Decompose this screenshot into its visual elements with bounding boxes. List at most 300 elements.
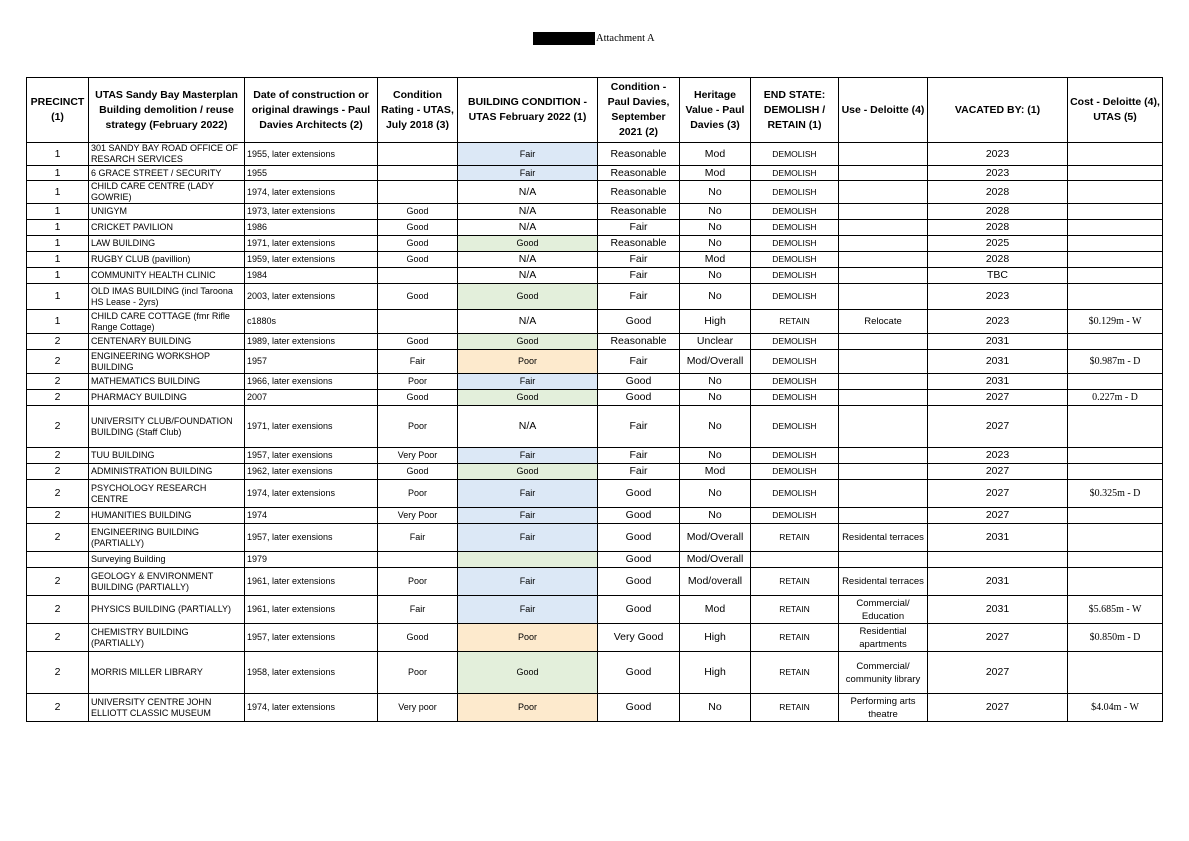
building-name-cell: CRICKET PAVILION [89,220,245,236]
end-state-cell: DEMOLISH [751,252,839,268]
cost-cell: $4.04m - W [1068,694,1163,722]
heritage-value-cell: High [680,310,751,334]
heritage-value-cell: No [680,268,751,284]
precinct-cell: 1 [27,252,89,268]
condition-paul-davies-cell: Fair [598,268,680,284]
heritage-value-cell: No [680,448,751,464]
table-row [27,310,1163,334]
construction-date-cell: 2007 [245,390,378,406]
heritage-value-cell: No [680,181,751,204]
precinct-cell: 2 [27,694,89,722]
end-state-cell: DEMOLISH [751,448,839,464]
cost-cell [1068,406,1163,448]
heritage-value-cell: No [680,374,751,390]
vacated-by-cell: 2027 [928,508,1068,524]
end-state-cell: RETAIN [751,310,839,334]
use-cell [839,236,928,252]
use-cell [839,508,928,524]
col-building: UTAS Sandy Bay Masterplan Building demolition / reuse strategy (February 2022) [89,78,245,143]
table-row [27,390,1163,406]
building-name-cell: UNIVERSITY CENTRE JOHN ELLIOTT CLASSIC MUSEUM [89,694,245,722]
use-cell: Commercial/ community library [839,652,928,694]
heritage-value-cell: High [680,624,751,652]
building-name-cell: 6 GRACE STREET / SECURITY [89,166,245,181]
condition-paul-davies-cell: Good [598,390,680,406]
precinct-cell: 1 [27,310,89,334]
condition-2018-cell: Good [378,464,458,480]
condition-paul-davies-cell: Reasonable [598,334,680,350]
building-condition-cell: Good [458,236,598,252]
precinct-cell: 1 [27,284,89,310]
construction-date-cell: 1955, later extensions [245,143,378,166]
condition-2018-cell: Good [378,252,458,268]
building-condition-cell: Fair [458,166,598,181]
heritage-value-cell: Mod/Overall [680,350,751,374]
construction-date-cell: 1959, later extensions [245,252,378,268]
heritage-value-cell: High [680,652,751,694]
heritage-value-cell: Mod/overall [680,568,751,596]
vacated-by-cell: 2031 [928,350,1068,374]
cost-cell [1068,448,1163,464]
redaction-block [533,32,595,45]
building-name-cell: Surveying Building [89,552,245,568]
use-cell [839,166,928,181]
table-row [27,406,1163,448]
cost-cell [1068,252,1163,268]
condition-paul-davies-cell: Good [598,524,680,552]
condition-2018-cell: Good [378,334,458,350]
condition-2018-cell: Fair [378,524,458,552]
construction-date-cell: 1974, later extensions [245,694,378,722]
condition-paul-davies-cell: Reasonable [598,204,680,220]
table-row [27,181,1163,204]
vacated-by-cell: TBC [928,268,1068,284]
heritage-value-cell: Mod/Overall [680,552,751,568]
building-name-cell: ENGINEERING WORKSHOP BUILDING [89,350,245,374]
building-condition-cell: Good [458,652,598,694]
heritage-value-cell: Mod [680,143,751,166]
building-name-cell: HUMANITIES BUILDING [89,508,245,524]
end-state-cell: RETAIN [751,624,839,652]
building-condition-cell: Good [458,334,598,350]
vacated-by-cell: 2031 [928,374,1068,390]
condition-2018-cell: Poor [378,480,458,508]
heritage-value-cell: No [680,204,751,220]
vacated-by-cell: 2027 [928,480,1068,508]
end-state-cell: DEMOLISH [751,464,839,480]
table-row [27,143,1163,166]
cost-cell [1068,552,1163,568]
condition-paul-davies-cell: Fair [598,350,680,374]
condition-paul-davies-cell: Reasonable [598,236,680,252]
end-state-cell: RETAIN [751,694,839,722]
precinct-cell: 2 [27,524,89,552]
end-state-cell: DEMOLISH [751,166,839,181]
table-row [27,334,1163,350]
building-name-cell: PHARMACY BUILDING [89,390,245,406]
use-cell: Commercial/ Education [839,596,928,624]
precinct-cell: 1 [27,166,89,181]
cost-cell [1068,236,1163,252]
condition-paul-davies-cell: Reasonable [598,143,680,166]
condition-paul-davies-cell: Good [598,552,680,568]
use-cell [839,390,928,406]
use-cell [839,284,928,310]
table-row [27,350,1163,374]
table-row [27,374,1163,390]
vacated-by-cell: 2023 [928,166,1068,181]
building-name-cell: LAW BUILDING [89,236,245,252]
use-cell [839,220,928,236]
heritage-value-cell: No [680,390,751,406]
vacated-by-cell: 2023 [928,143,1068,166]
table-row [27,624,1163,652]
condition-2018-cell: Good [378,204,458,220]
building-condition-cell: Fair [458,143,598,166]
heritage-value-cell: No [680,220,751,236]
precinct-cell: 2 [27,374,89,390]
vacated-by-cell: 2028 [928,204,1068,220]
col-building-condition-2022: BUILDING CONDITION - UTAS February 2022 (1) [458,78,598,143]
condition-paul-davies-cell: Reasonable [598,181,680,204]
condition-paul-davies-cell: Good [598,652,680,694]
condition-2018-cell [378,166,458,181]
condition-paul-davies-cell: Very Good [598,624,680,652]
condition-paul-davies-cell: Good [598,508,680,524]
cost-cell [1068,268,1163,284]
end-state-cell: DEMOLISH [751,350,839,374]
use-cell [839,268,928,284]
building-condition-cell: N/A [458,310,598,334]
construction-date-cell: 1971, later exensions [245,406,378,448]
building-condition-cell: N/A [458,181,598,204]
cost-cell: $0.325m - D [1068,480,1163,508]
condition-paul-davies-cell: Good [598,480,680,508]
col-end-state: END STATE: DEMOLISH / RETAIN (1) [751,78,839,143]
vacated-by-cell: 2027 [928,624,1068,652]
building-condition-cell: Good [458,464,598,480]
condition-2018-cell: Poor [378,568,458,596]
cost-cell [1068,204,1163,220]
heritage-value-cell: Mod [680,596,751,624]
table-row [27,596,1163,624]
table-row [27,508,1163,524]
heritage-value-cell: No [680,480,751,508]
cost-cell [1068,181,1163,204]
cost-cell [1068,652,1163,694]
heritage-value-cell: Mod/Overall [680,524,751,552]
col-construction-date: Date of construction or original drawings - Paul Davies Architects (2) [245,78,378,143]
building-condition-cell: Good [458,284,598,310]
construction-date-cell: 2003, later extensions [245,284,378,310]
construction-date-cell: 1957, later extensions [245,624,378,652]
end-state-cell: DEMOLISH [751,480,839,508]
end-state-cell: DEMOLISH [751,406,839,448]
cost-cell [1068,166,1163,181]
construction-date-cell: 1973, later extensions [245,204,378,220]
building-condition-cell: Fair [458,448,598,464]
use-cell [839,204,928,220]
col-vacated-by: VACATED BY: (1) [928,78,1068,143]
precinct-cell: 2 [27,508,89,524]
end-state-cell: DEMOLISH [751,181,839,204]
precinct-cell: 1 [27,236,89,252]
building-condition-cell: Good [458,390,598,406]
building-condition-cell: Fair [458,508,598,524]
construction-date-cell: 1961, later extensions [245,596,378,624]
building-name-cell: UNIVERSITY CLUB/FOUNDATION BUILDING (Staff Club) [89,406,245,448]
condition-2018-cell: Very poor [378,694,458,722]
table-row [27,568,1163,596]
precinct-cell: 2 [27,390,89,406]
table-row [27,464,1163,480]
precinct-cell: 2 [27,334,89,350]
condition-2018-cell: Fair [378,596,458,624]
building-condition-cell: Poor [458,694,598,722]
end-state-cell: DEMOLISH [751,143,839,166]
heritage-value-cell: No [680,406,751,448]
construction-date-cell: 1974, later extensions [245,181,378,204]
use-cell [839,181,928,204]
col-condition-2018: Condition Rating - UTAS, July 2018 (3) [378,78,458,143]
precinct-cell: 2 [27,568,89,596]
condition-2018-cell: Good [378,236,458,252]
end-state-cell: RETAIN [751,524,839,552]
table-row [27,204,1163,220]
heritage-value-cell: Mod [680,252,751,268]
construction-date-cell: 1957 [245,350,378,374]
document-header [0,31,1189,47]
cost-cell: $0.987m - D [1068,350,1163,374]
precinct-cell: 2 [27,652,89,694]
building-condition-cell: N/A [458,220,598,236]
condition-paul-davies-cell: Good [598,310,680,334]
end-state-cell: RETAIN [751,596,839,624]
heritage-value-cell: Mod [680,166,751,181]
vacated-by-cell: 2028 [928,181,1068,204]
cost-cell: $5.685m - W [1068,596,1163,624]
condition-2018-cell: Very Poor [378,508,458,524]
construction-date-cell: 1957, later exensions [245,448,378,464]
condition-2018-cell: Good [378,624,458,652]
cost-cell: $0.129m - W [1068,310,1163,334]
vacated-by-cell: 2023 [928,310,1068,334]
building-condition-cell: Fair [458,568,598,596]
heritage-value-cell: Unclear [680,334,751,350]
vacated-by-cell: 2025 [928,236,1068,252]
vacated-by-cell: 2031 [928,524,1068,552]
use-cell [839,374,928,390]
heritage-value-cell: No [680,236,751,252]
building-name-cell: PSYCHOLOGY RESEARCH CENTRE [89,480,245,508]
cost-cell: 0.227m - D [1068,390,1163,406]
construction-date-cell: 1974, later extensions [245,480,378,508]
end-state-cell: RETAIN [751,652,839,694]
end-state-cell: DEMOLISH [751,236,839,252]
condition-paul-davies-cell: Fair [598,284,680,310]
cost-cell: $0.850m - D [1068,624,1163,652]
building-name-cell: CENTENARY BUILDING [89,334,245,350]
building-condition-cell: N/A [458,268,598,284]
construction-date-cell: 1974 [245,508,378,524]
building-name-cell: OLD IMAS BUILDING (incl Taroona HS Lease - 2yrs) [89,284,245,310]
use-cell: Residental terraces [839,568,928,596]
vacated-by-cell: 2023 [928,284,1068,310]
use-cell [839,552,928,568]
building-name-cell: TUU BUILDING [89,448,245,464]
condition-paul-davies-cell: Fair [598,220,680,236]
construction-date-cell: 1958, later extensions [245,652,378,694]
condition-2018-cell: Good [378,284,458,310]
heritage-value-cell: No [680,694,751,722]
table-row [27,448,1163,464]
cost-cell [1068,374,1163,390]
table-row [27,166,1163,181]
condition-2018-cell: Poor [378,406,458,448]
table-row [27,480,1163,508]
use-cell [839,252,928,268]
table-row [27,268,1163,284]
header-row [27,78,1163,143]
condition-2018-cell [378,181,458,204]
col-use: Use - Deloitte (4) [839,78,928,143]
building-condition-cell: Fair [458,480,598,508]
use-cell [839,350,928,374]
precinct-cell: 2 [27,464,89,480]
building-name-cell: MORRIS MILLER LIBRARY [89,652,245,694]
vacated-by-cell: 2028 [928,220,1068,236]
precinct-cell: 2 [27,350,89,374]
building-name-cell: PHYSICS BUILDING (PARTIALLY) [89,596,245,624]
construction-date-cell: 1971, later extensions [245,236,378,252]
condition-2018-cell [378,143,458,166]
vacated-by-cell: 2031 [928,334,1068,350]
table-row [27,220,1163,236]
use-cell [839,406,928,448]
condition-paul-davies-cell: Fair [598,406,680,448]
heritage-value-cell: Mod [680,464,751,480]
table-row [27,524,1163,552]
building-name-cell: CHILD CARE COTTAGE (fmr Rifle Range Cottage) [89,310,245,334]
precinct-cell: 2 [27,406,89,448]
condition-2018-cell: Good [378,220,458,236]
table-row [27,652,1163,694]
building-name-cell: ENGINEERING BUILDING (PARTIALLY) [89,524,245,552]
condition-2018-cell [378,552,458,568]
precinct-cell: 1 [27,204,89,220]
condition-2018-cell [378,310,458,334]
use-cell [839,448,928,464]
building-condition-cell: Fair [458,596,598,624]
use-cell [839,464,928,480]
building-name-cell: UNIGYM [89,204,245,220]
col-cost: Cost - Deloitte (4), UTAS (5) [1068,78,1163,143]
cost-cell [1068,568,1163,596]
cost-cell [1068,143,1163,166]
table-row [27,694,1163,722]
cost-cell [1068,508,1163,524]
building-name-cell: MATHEMATICS BUILDING [89,374,245,390]
condition-2018-cell: Poor [378,374,458,390]
construction-date-cell: 1986 [245,220,378,236]
heritage-value-cell: No [680,284,751,310]
building-name-cell: GEOLOGY & ENVIRONMENT BUILDING (PARTIALLY) [89,568,245,596]
building-condition-cell: N/A [458,406,598,448]
construction-date-cell: 1966, later exensions [245,374,378,390]
end-state-cell [751,552,839,568]
construction-date-cell: 1962, later exensions [245,464,378,480]
vacated-by-cell: 2027 [928,694,1068,722]
building-condition-cell: Fair [458,374,598,390]
vacated-by-cell [928,552,1068,568]
precinct-cell: 2 [27,448,89,464]
vacated-by-cell: 2031 [928,568,1068,596]
vacated-by-cell: 2027 [928,406,1068,448]
condition-2018-cell: Poor [378,652,458,694]
col-condition-paul-davies: Condition - Paul Davies, September 2021 (2) [598,78,680,143]
cost-cell [1068,464,1163,480]
vacated-by-cell: 2027 [928,464,1068,480]
condition-paul-davies-cell: Reasonable [598,166,680,181]
end-state-cell: DEMOLISH [751,508,839,524]
condition-2018-cell [378,268,458,284]
use-cell [839,480,928,508]
cost-cell [1068,284,1163,310]
construction-date-cell: 1984 [245,268,378,284]
cost-cell [1068,334,1163,350]
building-name-cell: 301 SANDY BAY ROAD OFFICE OF RESARCH SERVICES [89,143,245,166]
precinct-cell [27,552,89,568]
use-cell: Relocate [839,310,928,334]
condition-paul-davies-cell: Good [598,694,680,722]
condition-paul-davies-cell: Good [598,596,680,624]
precinct-cell: 1 [27,143,89,166]
end-state-cell: DEMOLISH [751,390,839,406]
construction-date-cell: 1961, later extensions [245,568,378,596]
table-body [27,143,1163,722]
precinct-cell: 1 [27,268,89,284]
table-row [27,284,1163,310]
condition-paul-davies-cell: Good [598,374,680,390]
precinct-cell: 1 [27,181,89,204]
cost-cell [1068,220,1163,236]
table-row [27,236,1163,252]
use-cell: Performing arts theatre [839,694,928,722]
end-state-cell: DEMOLISH [751,334,839,350]
vacated-by-cell: 2027 [928,390,1068,406]
condition-2018-cell: Fair [378,350,458,374]
building-condition-cell: Fair [458,524,598,552]
end-state-cell: DEMOLISH [751,374,839,390]
building-condition-cell: N/A [458,204,598,220]
building-condition-cell: Poor [458,350,598,374]
building-name-cell: RUGBY CLUB (pavillion) [89,252,245,268]
condition-2018-cell: Very Poor [378,448,458,464]
use-cell [839,334,928,350]
building-name-cell: COMMUNITY HEALTH CLINIC [89,268,245,284]
end-state-cell: DEMOLISH [751,284,839,310]
construction-date-cell: c1880s [245,310,378,334]
precinct-cell: 2 [27,624,89,652]
precinct-cell: 2 [27,596,89,624]
condition-paul-davies-cell: Fair [598,252,680,268]
building-name-cell: ADMINISTRATION BUILDING [89,464,245,480]
end-state-cell: DEMOLISH [751,204,839,220]
construction-date-cell: 1979 [245,552,378,568]
condition-paul-davies-cell: Good [598,568,680,596]
cost-cell [1068,524,1163,552]
building-condition-cell: Poor [458,624,598,652]
